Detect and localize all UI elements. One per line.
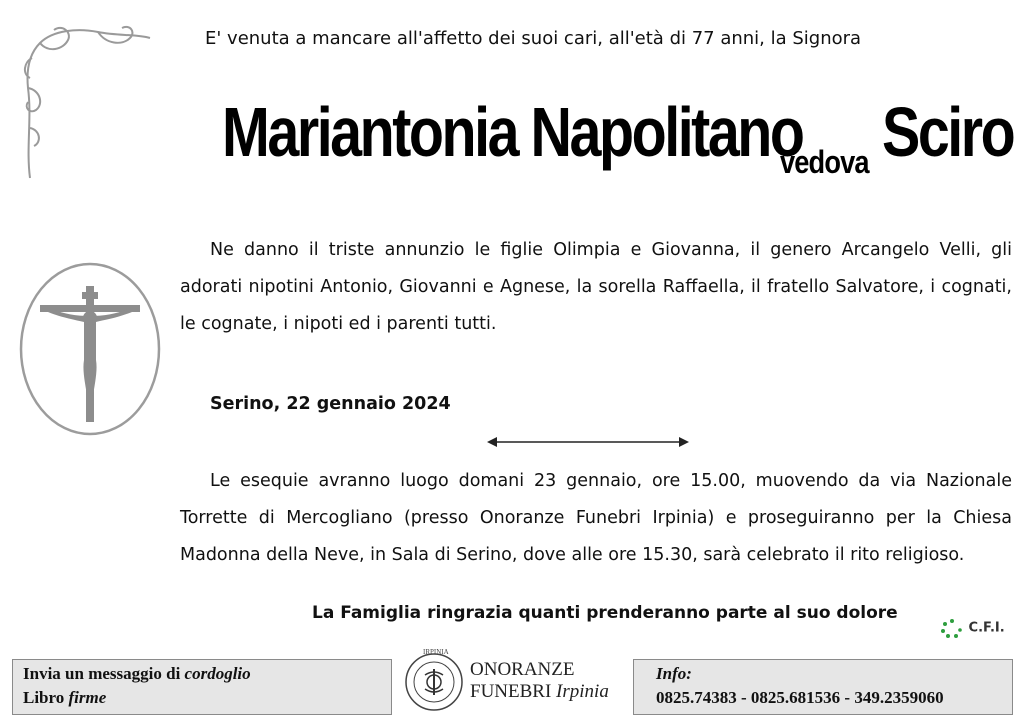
funeral-home-name	[470, 659, 609, 703]
funeral-home-line2-italic: Irpinia	[556, 681, 609, 702]
funeral-home-line2	[470, 681, 609, 703]
cfi-logo-text: C.F.I.	[968, 620, 1005, 636]
announcement-content: Ne danno il triste annunzio le figlie Olimpia e Giovanna, il genero Arcangelo Velli, gli adorati nipotini Antonio, Giovanni e Agnese, la sorella Raffaella, il fratello Salvatore, i cognati, le cognate, i nipoti ed i parenti tutti.	[180, 240, 1012, 334]
corner-ornament-icon	[18, 18, 158, 188]
funeral-home-line2-prefix: FUNEBRI	[470, 681, 552, 702]
double-arrow-icon	[487, 435, 689, 449]
funeral-content: Le esequie avranno luogo domani 23 gennaio, ore 15.00, muovendo da via Nazionale Torrette di Mercogliano (presso Onoranze Funebri Irpinia) e proseguiranno per la Chiesa Madonna della Neve, in Sala di Serino, dove alle ore 15.30, sarà celebrato il rito religioso.	[180, 471, 1012, 565]
place-date: Serino, 22 gennaio 2024	[210, 394, 451, 414]
info-label-line: Info:	[656, 664, 692, 683]
funeral-text	[180, 463, 1012, 574]
intro-text: E' venuta a mancare all'affetto dei suoi cari, all'età di 77 anni, la Signora	[205, 28, 862, 49]
guestbook-link[interactable]	[23, 688, 106, 708]
funeral-home-emblem-icon	[403, 647, 465, 717]
cfi-dots-icon	[940, 618, 964, 638]
emblem-ring-text: IRPINIA	[423, 648, 449, 656]
thanks-text: La Famiglia ringrazia quanti prenderanno parte al suo dolore	[312, 603, 898, 623]
widow-word: vedova	[780, 144, 869, 180]
funeral-home-line1: ONORANZE	[470, 659, 575, 680]
deceased-first-names: Mariantonia Napolitano	[222, 93, 803, 171]
condolence-box[interactable]	[12, 659, 392, 715]
crucifix-icon	[18, 262, 163, 437]
guestbook-prefix: Libro	[23, 688, 65, 707]
deceased-name	[222, 92, 1014, 202]
info-box	[633, 659, 1013, 715]
info-phones[interactable]: 0825.74383 - 0825.681536 - 349.2359060	[656, 688, 944, 707]
announcement-text	[180, 232, 1012, 343]
cfi-logo	[940, 618, 1005, 638]
condolence-italic: cordoglio	[184, 664, 251, 683]
condolence-link[interactable]	[23, 664, 251, 684]
condolence-prefix: Invia un messaggio di	[23, 664, 181, 683]
married-name: Sciro	[882, 93, 1014, 171]
info-label: Info	[656, 664, 687, 683]
guestbook-italic: firme	[68, 688, 107, 707]
